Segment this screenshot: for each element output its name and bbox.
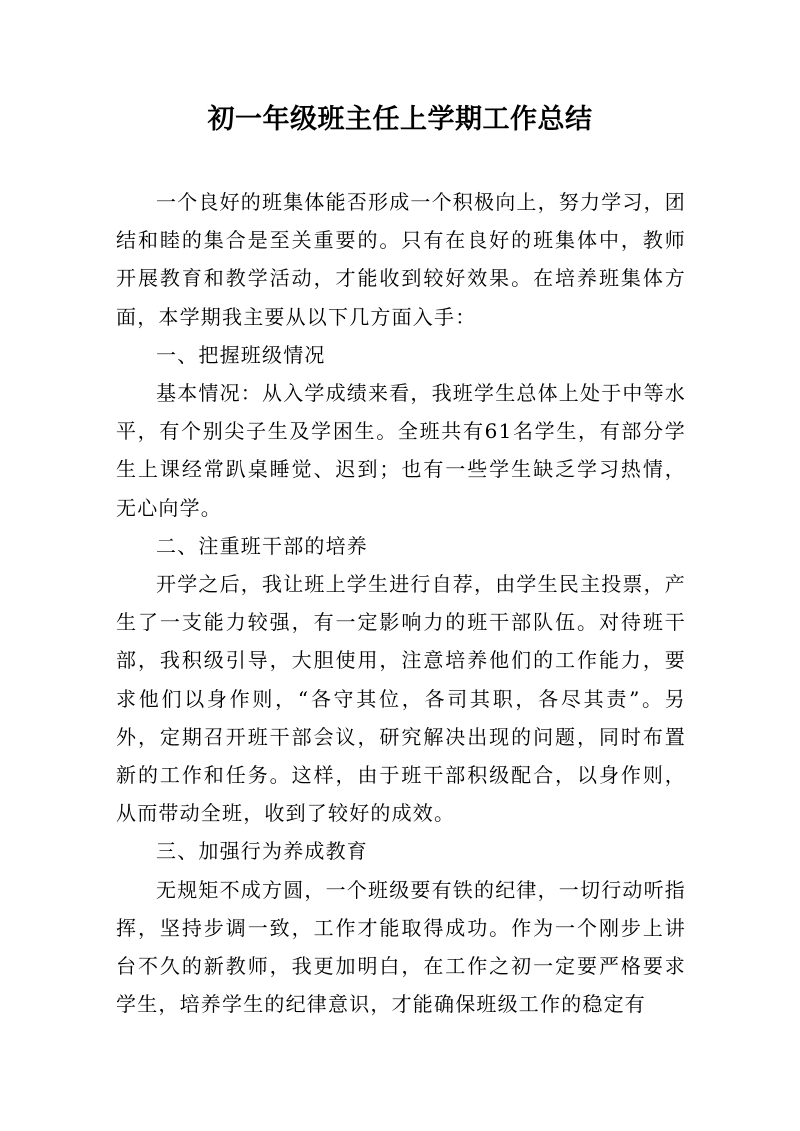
- document-body: [116, 183, 686, 1023]
- section-3-paragraph: 无规矩不成方圆，一个班级要有铁的纪律，一切行动听指挥，坚持步调一致，工作才能取得成功。作为一个刚步上讲台不久的新教师，我更加明白，在工作之初一定要严格要求学生，培养学生的纪律意识，才能确保班级工作的稳定有: [116, 877, 686, 1017]
- section-heading-1: 一、把握班级情况: [156, 342, 326, 367]
- intro-paragraph: 一个良好的班集体能否形成一个积极向上，努力学习，团结和睦的集合是至关重要的。只有在良好的班集体中，教师开展教育和教学活动，才能收到较好效果。在培养班集体方面，本学期我主要从以下几方面入手：: [116, 190, 686, 329]
- section-heading-2: 二、注重班干部的培养: [156, 533, 368, 558]
- section-1-paragraph: 基本情况：从入学成绩来看，我班学生总体上处于中等水平，有个别尖子生及学困生。全班共有61名学生，有部分学生上课经常趴桌睡觉、迟到；也有一些学生缺乏学习热情，无心向学。: [116, 381, 686, 520]
- section-heading-3: 三、加强行为养成教育: [156, 839, 368, 864]
- section-2-paragraph: 开学之后，我让班上学生进行自荐，由学生民主投票，产生了一支能力较强，有一定影响力的班干部队伍。对待班干部，我积级引导，大胆使用，注意培养他们的工作能力，要求他们以身作则，“各守其位，各司其职，各尽其责”。另外，定期召开班干部会议，研究解决出现的问题，同时布置新的工作和任务。这样，由于班干部积级配合，以身作则，从而带动全班，收到了较好的成效。: [116, 572, 686, 826]
- document-title: 初一年级班主任上学期工作总结: [207, 104, 593, 135]
